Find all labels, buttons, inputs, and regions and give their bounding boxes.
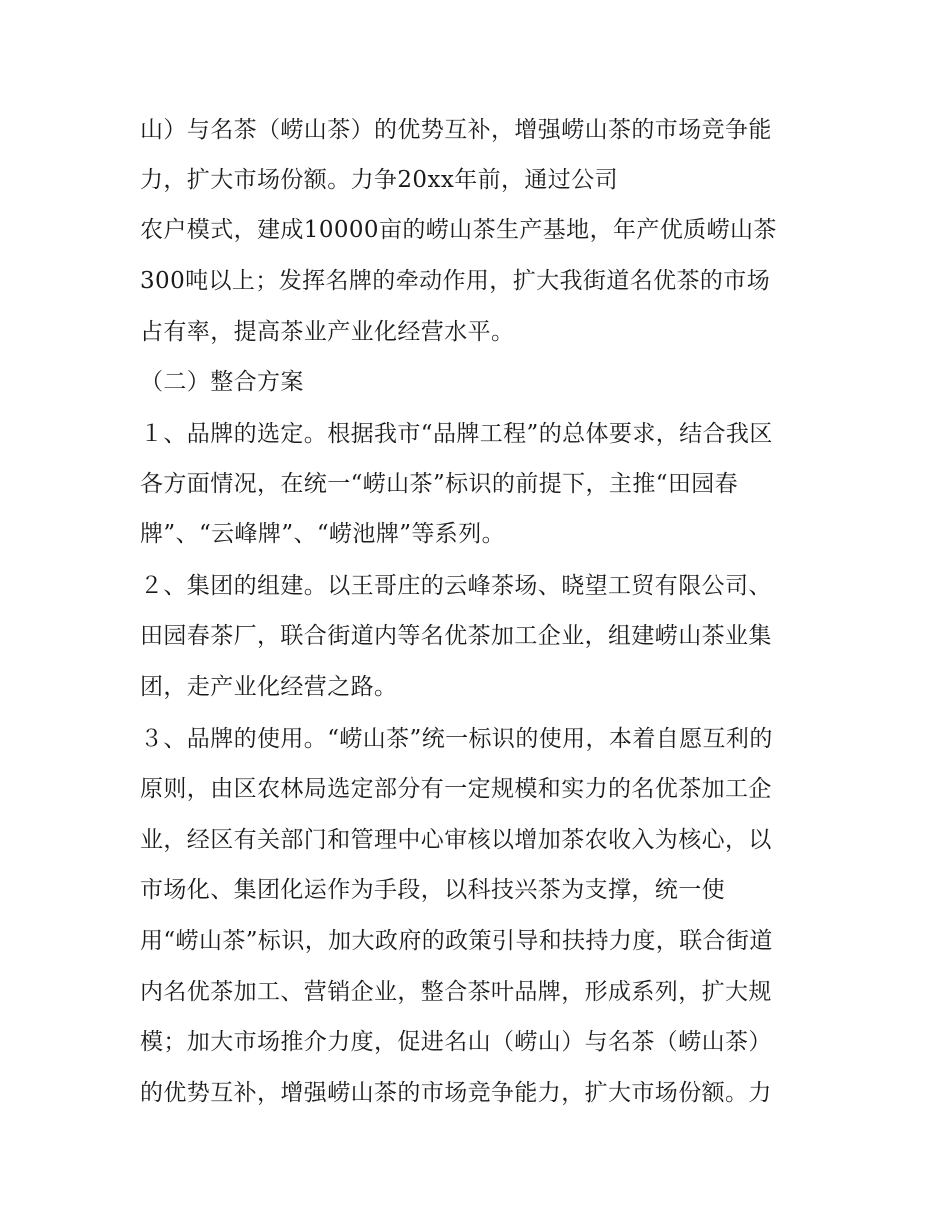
text-line: 占有率，提高茶业产业化经营水平。 [140, 319, 515, 345]
text-line: 山）与名茶（崂山茶）的优势互补，增强崂山茶的市场竞争能 [140, 117, 772, 143]
text-line: ２、集团的组建。以王哥庄的云峰茶场、晓望工贸有限公司、 [140, 573, 772, 599]
text-line: 团，走产业化经营之路。 [140, 674, 398, 700]
text-line: 的优势互补，增强崂山茶的市场竞争能力，扩大市场份额。力 [140, 1080, 772, 1106]
text-line: 原则，由区农林局选定部分有一定规模和实力的名优茶加工企 [140, 776, 772, 802]
text-line: 业，经区有关部门和管理中心审核以增加茶农收入为核心，以 [140, 827, 772, 853]
text-line: 内名优茶加工、营销企业，整合茶叶品牌，形成系列，扩大规 [140, 979, 772, 1005]
text-line: 各方面情况，在统一“崂山茶”标识的前提下，主推“田园春 [140, 471, 739, 497]
text-line: 模；加大市场推介力度，促进名山（崂山）与名茶（崂山茶） [140, 1029, 772, 1055]
text-line: 300吨以上；发挥名牌的牵动作用，扩大我街道名优茶的市场 [140, 268, 771, 294]
text-line: 市场化、集团化运作为手段，以科技兴茶为支撑，统一使 [140, 877, 725, 903]
text-line: １、品牌的选定。根据我市“品牌工程”的总体要求，结合我区 [140, 421, 773, 447]
text-line: 田园春茶厂，联合街道内等名优茶加工企业，组建崂山茶业集 [140, 623, 772, 649]
text-line: ３、品牌的使用。“崂山茶”统一标识的使用，本着自愿互利的 [140, 726, 773, 752]
text-line: 牌”、“云峰牌”、“崂池牌”等系列。 [140, 521, 505, 547]
text-line: 用“崂山茶”标识，加大政府的政策引导和扶持力度，联合街道 [140, 928, 773, 954]
section-heading: （二）整合方案 [140, 369, 304, 395]
text-line: 农户模式，建成10000亩的崂山茶生产基地，年产优质崂山茶 [140, 217, 777, 243]
text-line: 力，扩大市场份额。力争20xx年前，通过公司 [140, 167, 619, 193]
